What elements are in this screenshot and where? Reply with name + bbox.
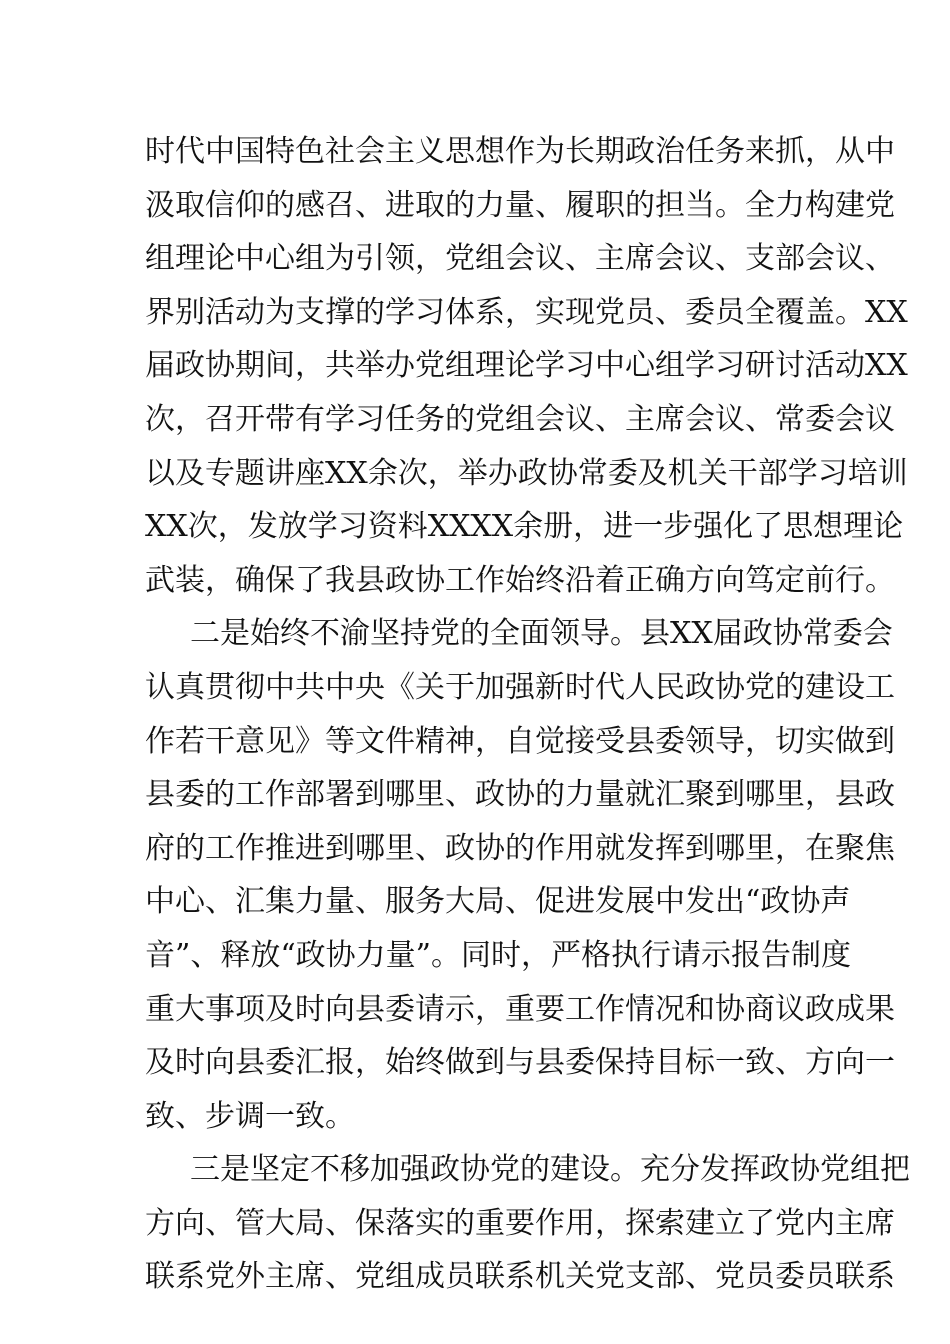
- text-line: 联系党外主席、党组成员联系机关党支部、党员委员联系: [145, 1259, 895, 1295]
- text-line: 重大事项及时向县委请示，重要工作情况和协商议政成果: [145, 991, 895, 1027]
- text-line: 时代中国特色社会主义思想作为长期政治任务来抓，从中: [145, 134, 895, 169]
- paragraph-party-building: [145, 1143, 910, 1304]
- text-line: 府的工作推进到哪里、政协的作用就发挥到哪里，在聚焦: [145, 830, 895, 866]
- text-line: XX次，发放学习资料XXXX余册，进一步强化了思想理论: [145, 509, 904, 545]
- text-line: 武装，确保了我县政协工作始终沿着正确方向笃定前行。: [145, 562, 895, 598]
- text-line: 三是坚定不移加强政协党的建设。充分发挥政协党组把: [190, 1152, 910, 1188]
- text-line: 届政协期间，共举办党组理论学习中心组学习研讨活动XX: [145, 348, 908, 384]
- text-line: 方向、管大局、保落实的重要作用，探索建立了党内主席: [145, 1205, 895, 1241]
- text-line: 二是始终不渝坚持党的全面领导。县XX届政协常委会: [190, 616, 893, 652]
- text-line: 致、步调一致。: [145, 1098, 355, 1134]
- text-line: 以及专题讲座XX余次，举办政协常委及机关干部学习培训: [145, 455, 908, 491]
- text-line: 中心、汇集力量、服务大局、促进发展中发出“政协声: [145, 884, 851, 920]
- text-line: 及时向县委汇报，始终做到与县委保持目标一致、方向一: [145, 1045, 895, 1081]
- text-line: 作若干意见》等文件精神，自觉接受县委领导，切实做到: [145, 723, 895, 759]
- text-line: 汲取信仰的感召、进取的力量、履职的担当。全力构建党: [145, 187, 895, 223]
- text-line: 音”、释放“政协力量”。同时，严格执行请示报告制度: [145, 937, 852, 973]
- text-line: 次，召开带有学习任务的党组会议、主席会议、常委会议: [145, 401, 895, 437]
- text-line: 界别活动为支撑的学习体系，实现党员、委员全覆盖。XX: [145, 294, 908, 330]
- text-line: 认真贯彻中共中央《关于加强新时代人民政协党的建设工: [145, 669, 895, 705]
- paragraph-party-leadership: [145, 607, 895, 1143]
- text-line: 组理论中心组为引领，党组会议、主席会议、支部会议、: [145, 241, 895, 277]
- document-body: [145, 125, 910, 1304]
- paragraph-study-system: [145, 125, 908, 607]
- text-line: 县委的工作部署到哪里、政协的力量就汇聚到哪里，县政: [145, 777, 895, 813]
